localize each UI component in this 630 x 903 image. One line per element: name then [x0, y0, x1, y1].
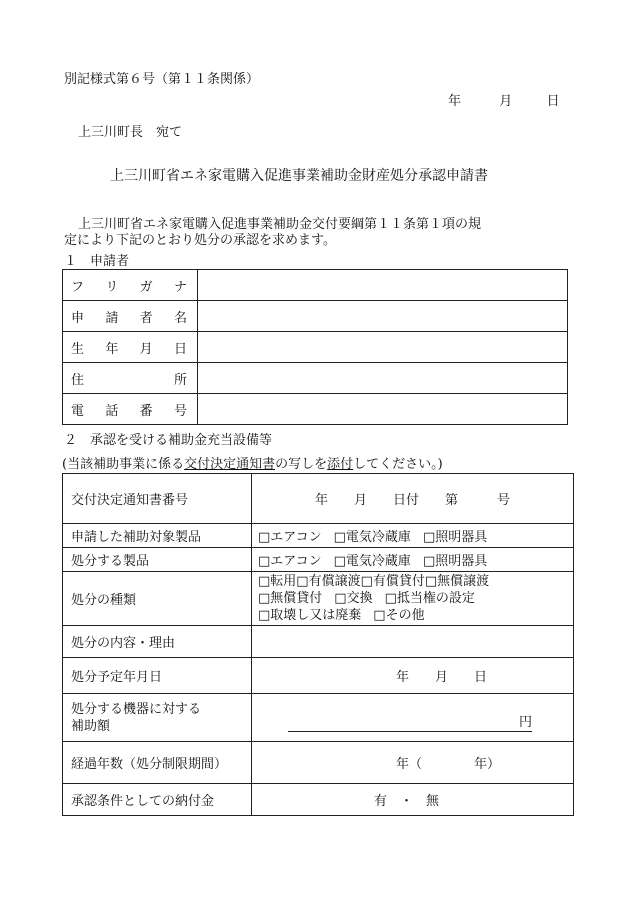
- row-notice-number: [63, 474, 574, 524]
- section2-heading: ２ 承認を受ける補助金充当設備等: [64, 433, 273, 448]
- furigana-field[interactable]: [198, 270, 568, 301]
- label-reason: 処分の内容・理由: [63, 626, 252, 658]
- row-schedule: [63, 658, 574, 694]
- label-address: 住 所: [63, 363, 198, 394]
- address-field[interactable]: [198, 363, 568, 394]
- label-furigana: フ リ ガ ナ: [63, 270, 198, 301]
- row-disposal-kind: [63, 572, 574, 626]
- phone-field[interactable]: [198, 394, 568, 425]
- checkbox-fridge[interactable]: □電気冷蔵庫: [333, 530, 411, 545]
- row-address: [63, 363, 568, 394]
- equipment-table: [62, 473, 574, 816]
- checkbox-exchange[interactable]: □交換: [334, 591, 373, 606]
- checkbox-aircon-disposed[interactable]: □エアコン: [258, 554, 322, 569]
- kind-options-line-3: [258, 607, 573, 624]
- label-elapsed: 経過年数（処分制限期間）: [63, 742, 252, 784]
- row-reason: [63, 626, 574, 658]
- row-payment: [63, 784, 574, 816]
- attachment-doc-underlined: 交付決定通知書: [184, 457, 276, 472]
- label-applicant-name: 申 請 者 名: [63, 301, 198, 332]
- applicant-table: [62, 269, 568, 425]
- date-year: 年: [448, 94, 462, 109]
- label-disposal-kind: 処分の種類: [63, 572, 252, 626]
- attachment-note: (当該補助事業に係る交付決定通知書の写しを添付してください。): [62, 457, 443, 472]
- intro-line-2: 定により下記のとおり処分の承認を求めます。: [64, 233, 336, 248]
- checkbox-lighting-disposed[interactable]: □照明器具: [422, 554, 488, 569]
- payment-value[interactable]: 有 ・ 無: [252, 784, 574, 816]
- row-subsidized-product: [63, 524, 574, 548]
- document-title: 上三川町省エネ家電購入促進事業補助金財産処分承認申請書: [110, 168, 488, 184]
- checkbox-mortgage[interactable]: □抵当権の設定: [384, 591, 475, 606]
- label-payment: 承認条件としての納付金: [63, 784, 252, 816]
- row-furigana: [63, 270, 568, 301]
- subsidized-product-options: [252, 524, 574, 548]
- disposal-kind-options: [252, 572, 574, 626]
- disposed-product-options: [252, 548, 574, 572]
- checkbox-demolish[interactable]: □取壊し又は廃棄: [258, 608, 362, 623]
- label-schedule: 処分予定年月日: [63, 658, 252, 694]
- row-disposed-product: [63, 548, 574, 572]
- checkbox-fridge-disposed[interactable]: □電気冷蔵庫: [333, 554, 411, 569]
- section1-heading: １ 申請者: [64, 254, 130, 269]
- form-number: 別記様式第６号（第１１条関係）: [64, 72, 260, 87]
- row-amount: [63, 694, 574, 742]
- label-disposed-product: 処分する製品: [63, 548, 252, 572]
- reason-field[interactable]: [252, 626, 574, 658]
- amount-field[interactable]: [252, 694, 574, 742]
- label-subsidized-product: 申請した補助対象製品: [63, 524, 252, 548]
- label-notice-number: 交付決定通知書番号: [63, 474, 252, 524]
- kind-options-line-2: [258, 590, 573, 607]
- notice-number-value[interactable]: 年 月 日付 第 号: [252, 474, 574, 524]
- schedule-value[interactable]: 年 月 日: [252, 658, 574, 694]
- checkbox-free-lease[interactable]: □無償貸付: [258, 591, 323, 606]
- amount-underline: 円: [288, 715, 532, 732]
- checkbox-aircon[interactable]: □エアコン: [258, 530, 322, 545]
- label-phone: 電 話 番 号: [63, 394, 198, 425]
- row-phone: [63, 394, 568, 425]
- checkbox-lighting[interactable]: □照明器具: [422, 530, 488, 545]
- row-elapsed: [63, 742, 574, 784]
- label-birthdate: 生 年 月 日: [63, 332, 198, 363]
- applicant-name-field[interactable]: [198, 301, 568, 332]
- date-day: 日: [546, 94, 560, 109]
- intro-line-1: 上三川町省エネ家電購入促進事業補助金交付要綱第１１条第１項の規: [78, 217, 482, 232]
- checkbox-other[interactable]: □その他: [373, 608, 425, 623]
- date-month: 月: [499, 94, 513, 109]
- birthdate-field[interactable]: [198, 332, 568, 363]
- kind-options-line-1[interactable]: □転用□有償譲渡□有償貸付□無償譲渡: [258, 574, 490, 589]
- elapsed-value[interactable]: 年（ 年）: [252, 742, 574, 784]
- label-amount: 処分する機器に対する 補助額: [63, 694, 252, 742]
- date-line: [448, 90, 560, 109]
- addressee: 上三川町長 宛て: [78, 125, 183, 140]
- row-applicant-name: [63, 301, 568, 332]
- row-birthdate: [63, 332, 568, 363]
- attachment-keyword-underlined: 添付: [327, 457, 354, 472]
